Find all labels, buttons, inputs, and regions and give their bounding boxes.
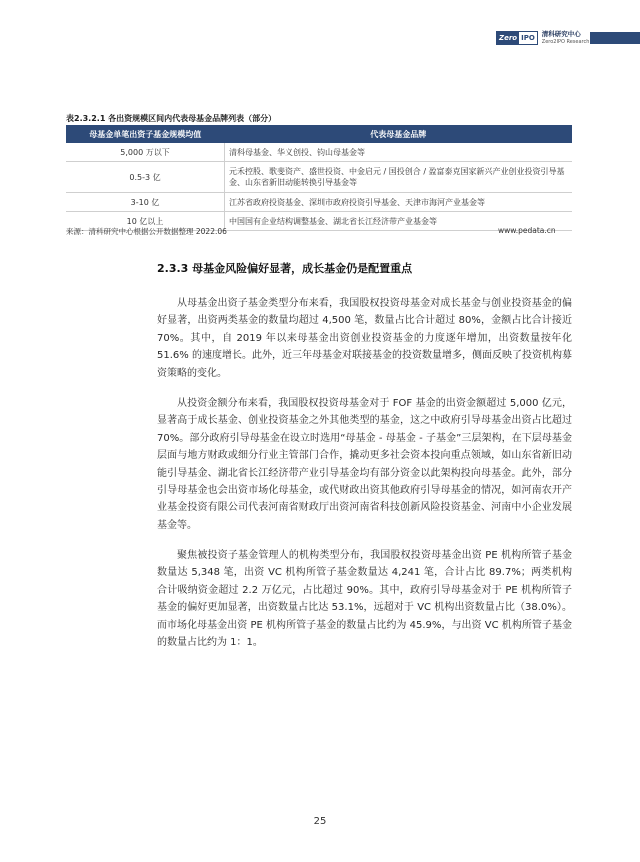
table-title: 表2.3.2.1 各出资规模区间内代表母基金品牌列表（部分）: [66, 114, 277, 123]
table-source: 来源：清科研究中心根据公开数据整理 2022.06: [66, 227, 227, 236]
table-header-brands: 代表母基金品牌: [225, 125, 573, 143]
body-paragraph: 从母基金出资子基金类型分布来看，我国股权投资母基金对成长基金与创业投资基金的偏好显著，出资两类基金的数量均超过 4,500 笔，数量占比合计超过 80%，金额占比合计接近 70%。其中，自 2019 年以来母基金出资创业投资基金的力度逐年增加，出资数量按年化 51.6% 的速度增长。此外，近三年母基金对联接基金的投资数量增多，侧面反映了投资机构募资策略的变化。: [157, 298, 572, 379]
source-site: www.pedata.cn: [498, 226, 556, 235]
logo-mark-left: Zero: [499, 34, 518, 42]
logo-mark: [496, 31, 538, 45]
org-name-cn: 清科研究中心: [541, 30, 581, 38]
table-cell-brands: 中国国有企业结构调整基金、湖北省长江经济带产业基金等: [225, 212, 573, 231]
table-cell-brands: 清科母基金、华义创投、钧山母基金等: [225, 143, 573, 162]
table-row: [66, 162, 572, 193]
table-cell-brands: 江苏省政府投资基金、深圳市政府投资引导基金、天津市海河产业基金等: [225, 193, 573, 212]
table-row: [66, 193, 572, 212]
table-cell-scale: 10 亿以上: [66, 212, 225, 231]
table-cell-scale: 5,000 万以下: [66, 143, 225, 162]
table-header-scale: 母基金单笔出资子基金规模均值: [66, 125, 225, 143]
table-cell-scale: 0.5-3 亿: [66, 162, 225, 193]
fund-brand-table: [66, 125, 572, 231]
body-paragraph: 聚焦被投资子基金管理人的机构类型分布，我国股权投资母基金出资 PE 机构所管子基金数量达 5,348 笔，出资 VC 机构所管子基金数量达 4,241 笔，合计占比 89.7%；两类机构合计吸纳资金超过 2.2 万亿元，占比超过 90%。其中，政府引导母基金对于 PE 机构所管子基金的偏好更加显著，出资数量占比达 53.1%，远超对于 VC 机构出资数量占比（38.0%）。而市场化母基金出资 PE 机构所管子基金的数量占比约为 45.9%，与出资 VC 机构所管子基金的数量占比约为 1：1。: [157, 550, 572, 649]
section-heading: 2.3.3 母基金风险偏好显著，成长基金仍是配置重点: [157, 262, 413, 275]
header-accent-bar: [590, 32, 640, 44]
table-cell-brands: 元禾控股、歌斐资产、盛世投资、中金启元 / 国投创合 / 盈富泰克国家新兴产业创业投资引导基金、山东省新旧动能转换引导基金等: [225, 162, 573, 193]
table-row: [66, 143, 572, 162]
page-number: 25: [313, 816, 327, 827]
logo: [496, 30, 589, 46]
body-paragraph: 从投资金额分布来看，我国股权投资母基金对于 FOF 基金的出资金额超过 5,000 亿元，显著高于成长基金、创业投资基金之外其他类型的基金，这之中政府引导母基金出资占比超过 70%。部分政府引导母基金在设立时选用“母基金 - 母基金 - 子基金”三层架构，在下层母基金层面与地方财政或细分行业主管部门合作，撬动更多社会资本投向重点领域，如山东省新旧动能引导基金、湖北省长江经济带产业引导基金均有部分资金以此架构投向母基金。此外，部分引导母基金也会出资市场化母基金，或代财政出资其他政府引导母基金的情况，如河南农开产业基金投资有限公司代表河南省财政厅出资河南省科技创新风险投资基金、河南中小企业发展基金等。: [157, 398, 572, 531]
logo-mark-right: IPO: [521, 34, 535, 42]
table-header-row: [66, 125, 572, 143]
table-cell-scale: 3-10 亿: [66, 193, 225, 212]
org-name-en: Zero2IPO Research: [541, 39, 590, 45]
